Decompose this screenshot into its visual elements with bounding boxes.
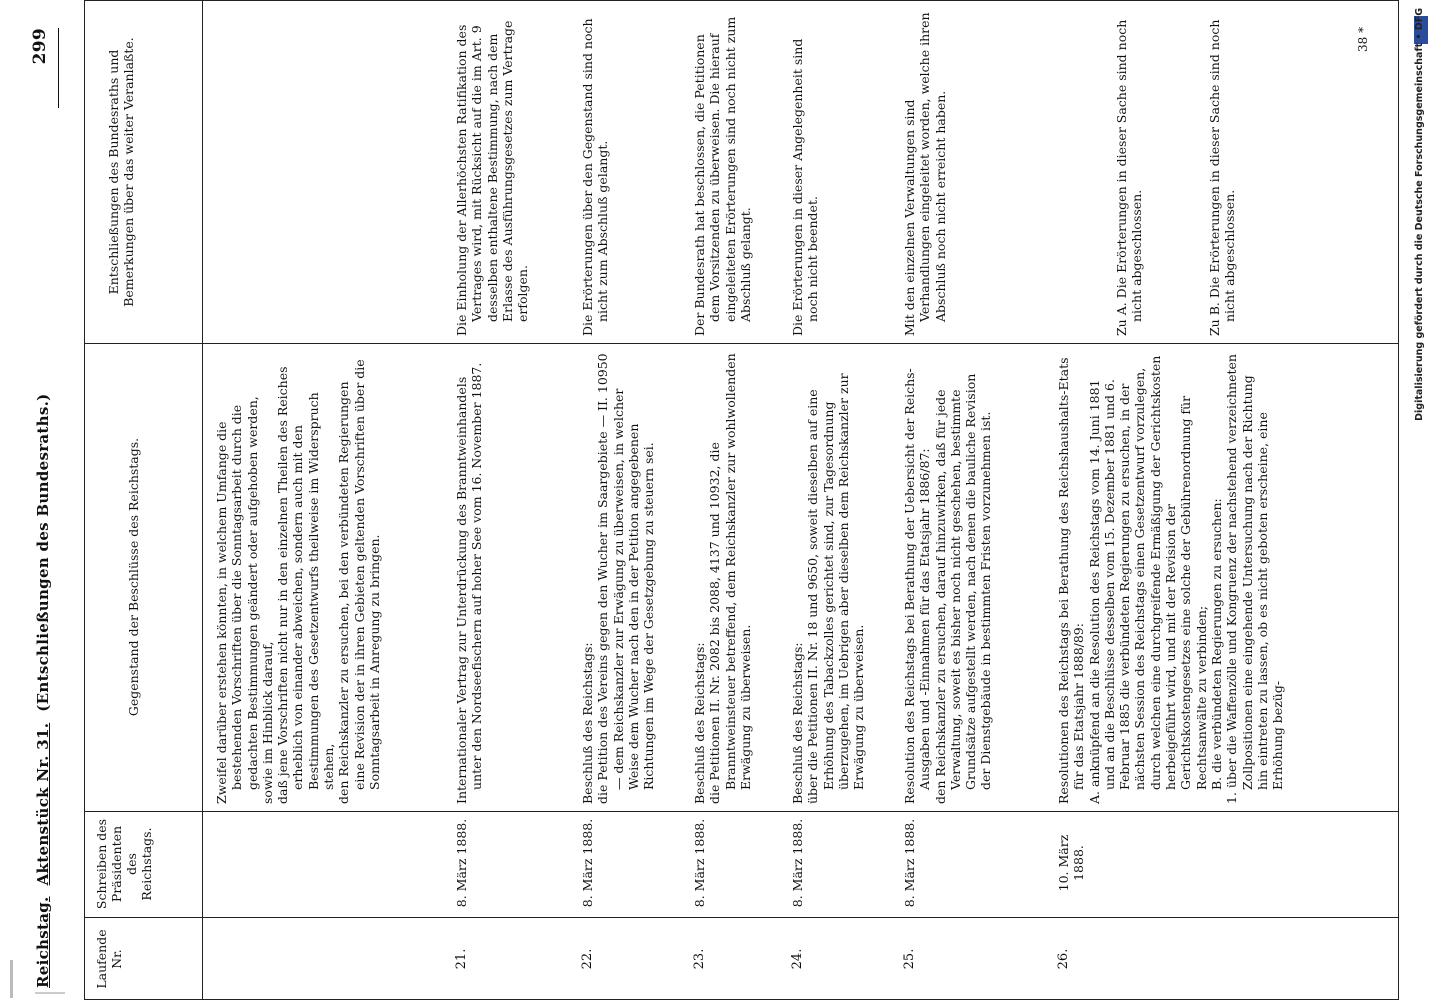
subject-text: den Reichskanzler zu ersuchen, darauf hinzuwirken, daß für jede Verwaltung, soweit es bisher noch nicht geschehen, bestimmte Grundsätze aufgestellt werden, nach denen die bauliche Revision der Dienstgebäude in bestimmten Fristen vorzunehmen ist. xyxy=(932,373,994,804)
scan-artifact xyxy=(35,992,65,994)
continuation-block xyxy=(214,352,382,804)
running-head-suffix: (Entschließungen des Bundesraths.) xyxy=(34,393,52,712)
row-decision xyxy=(1114,6,1237,336)
decision-text-a: Zu A. Die Erörterungen in dieser Sache sind noch nicht abgeschlossen. xyxy=(1114,19,1145,336)
row-decision xyxy=(580,6,611,336)
row-nr: 22. xyxy=(580,948,595,970)
row-nr: 21. xyxy=(454,948,469,970)
row-nr: 26. xyxy=(1056,948,1071,970)
row-subject xyxy=(1056,352,1285,804)
table-top-border xyxy=(84,0,85,1000)
decision-text: Die Einholung der Allerhöchsten Ratifikation des Vertrages wird, mit Rücksicht auf die im Art. 9 desselben enthaltene Bestimmung, nach dem Erlasse des Ausführungsgesetzes zum Vertrage erfolgen. xyxy=(454,20,531,336)
dfg-sidebar-text: Digitalisierung gefördert durch die Deutsche Forschungsgemeinschaft • DFG xyxy=(1414,8,1425,421)
col-divider-3 xyxy=(84,343,1399,344)
subject-heading: Beschluß des Reichstags: xyxy=(580,642,595,804)
row-decision xyxy=(902,6,948,336)
table-header-border xyxy=(202,0,203,1000)
table-right-border xyxy=(84,0,1399,1)
running-head-doc: Aktenstück Nr. 31. xyxy=(34,722,52,886)
row-date: 8. März 1888. xyxy=(454,818,469,908)
subject-heading: Resolution des Reichstags bei Berathung der Uebersicht der Reichs-Ausgaben und -Einnahmen für das Etatsjahr 1886/87: xyxy=(902,368,933,804)
row-date: 10. März 1888. xyxy=(1056,834,1087,892)
row-decision xyxy=(454,6,530,336)
row-decision xyxy=(692,6,753,336)
row-date: 8. März 1888. xyxy=(902,818,917,908)
row-subject xyxy=(902,352,994,804)
page-header xyxy=(28,28,62,988)
scan-edge xyxy=(10,960,13,998)
decision-text-b: Zu B. Die Erörterungen in dieser Sache sind noch nicht abgeschlossen. xyxy=(1206,19,1237,336)
subject-item-b: B. die verbündeten Regierungen zu ersuchen: xyxy=(1208,498,1224,790)
subject-item-b1: 1. über die Waffenzölle und Kongruenz der nachstehend verzeichneten Zollpositionen eine eingehende Untersuchung nach der Richtung hin eintreten zu lassen, ob es nicht geboten erscheine, eine Erhöhung bezüg- xyxy=(1224,354,1286,804)
subject-item-a: A. anknüpfend an die Resolution des Reichstags vom 14. Juni 1881 und an die Beschlüsse desselben vom 15. Dezember 1881 und 6. Februar 1885 die verbündeten Regierungen zu ersuchen, in der nächsten Session des Reichstags einen Gesetzentwurf vorzulegen, durch welchen eine durchgreifende Ermäßigung der Gerichtskosten herbeigeführt wird, und mit der Revision der Gerichtskostengesetzes eine solche der Gebührenordnung für Rechtsanwälte zu verbinden; xyxy=(1086,355,1209,804)
col-header-nr: Laufende Nr. xyxy=(94,929,124,989)
row-date: 8. März 1888. xyxy=(580,818,595,908)
signature-mark: 38 * xyxy=(1356,26,1370,52)
row-subject xyxy=(692,352,753,804)
subject-text: die Petitionen II. Nr. 2082 bis 2088, 4137 und 10932, die Branntweinsteuer betreffend, dem Reichskanzler zur wohlwollenden Erwägung zu überweisen. xyxy=(707,353,753,804)
running-head xyxy=(34,393,52,988)
col-header-decisions: Entschließungen des Bundesraths und Bemerkungen über das weiter Veranlaßte. xyxy=(106,37,136,307)
page-number-rule xyxy=(58,28,59,108)
decision-text: Der Bundesrath hat beschlossen, die Petitionen dem Vorsitzenden zu überweisen. Die hierauf eingeleiteten Erörterungen sind noch nicht zum Abschluß gelangt. xyxy=(692,16,753,336)
subject-heading: Beschluß des Reichstags: xyxy=(692,642,707,804)
table-bottom-border xyxy=(1398,0,1399,1000)
continuation-line: daß jene Vorschriften nicht nur in den einzelnen Theilen des Reiches erheblich von einander abweichen, sondern auch mit den Bestimmungen des Gesetzentwurfs theilweise im Widerspruch stehen, xyxy=(275,366,337,804)
row-date: 8. März 1888. xyxy=(692,818,707,908)
col-divider-2 xyxy=(84,811,1399,812)
row-decision xyxy=(790,6,821,336)
document-table xyxy=(84,0,1400,1000)
running-head-prefix: Reichstag. xyxy=(34,896,52,988)
row-nr: 25. xyxy=(902,948,917,970)
subject-text: über die Petitionen II. Nr. 18 und 9650, soweit dieselben auf eine Erhöhung des Tabackzolles gerichtet sind, zur Tagesordnung überzugehen, im Uebrigen aber dieselben dem Reichskanzler zur Erwägung zu überweisen. xyxy=(805,373,867,804)
subject-text: Internationaler Vertrag zur Unterdrückung des Branntweinhandels unter den Nordseefischern auf hoher See vom 16. November 1887. xyxy=(454,362,485,804)
row-subject xyxy=(790,352,866,804)
decision-text: Mit den einzelnen Verwaltungen sind Verhandlungen eingeleitet worden, welche ihren Abschluß noch nicht erreicht haben. xyxy=(902,12,948,336)
decision-text: Die Erörterungen in dieser Angelegenheit sind noch nicht beendet. xyxy=(790,38,821,336)
subject-heading: Resolutionen des Reichstags bei Berathung des Reichshaushalts-Etats für das Etatsjahr 1888/89: xyxy=(1056,357,1087,804)
col-divider-1 xyxy=(84,917,1399,918)
continuation-line: sowie im Hinblick darauf, xyxy=(259,641,275,804)
decision-text: Die Erörterungen über den Gegenstand sind noch nicht zum Abschluß gelangt. xyxy=(580,18,611,336)
subject-text: die Petition des Vereins gegen den Wucher im Saargebiete — II. 10950 — dem Reichskanzler zur Erwägung zu überweisen, in welcher Weise dem Wucher nach den in der Petition angegebenen Richtungen im Wege der Gesetzgebung zu steuern sei. xyxy=(595,353,657,804)
row-nr: 24. xyxy=(790,948,805,970)
continuation-line: Zweifel darüber erstehen könnten, in welchem Umfange die bestehenden Vorschriften über die Sonntagsarbeit durch die gedachten Bestimmungen geändert oder aufgehoben werden, xyxy=(214,396,260,804)
page-number: 299 xyxy=(30,28,50,65)
row-nr: 23. xyxy=(692,948,707,970)
row-subject xyxy=(580,352,656,804)
col-header-subject: Gegenstand der Beschlüsse des Reichstags. xyxy=(126,437,141,717)
row-date: 8. März 1888. xyxy=(790,818,805,908)
col-header-date: Schreiben des Präsidenten des Reichstags. xyxy=(94,818,154,910)
dfg-sidebar xyxy=(1414,8,1428,993)
continuation-line: den Reichskanzler zu ersuchen, bei den verbündeten Regierungen eine Revision der in ihren Gebieten geltenden Vorschriften über die Sonntagsarbeit in Anregung zu bringen. xyxy=(336,359,382,804)
row-subject xyxy=(454,352,485,804)
subject-heading: Beschluß des Reichstags: xyxy=(790,642,805,804)
